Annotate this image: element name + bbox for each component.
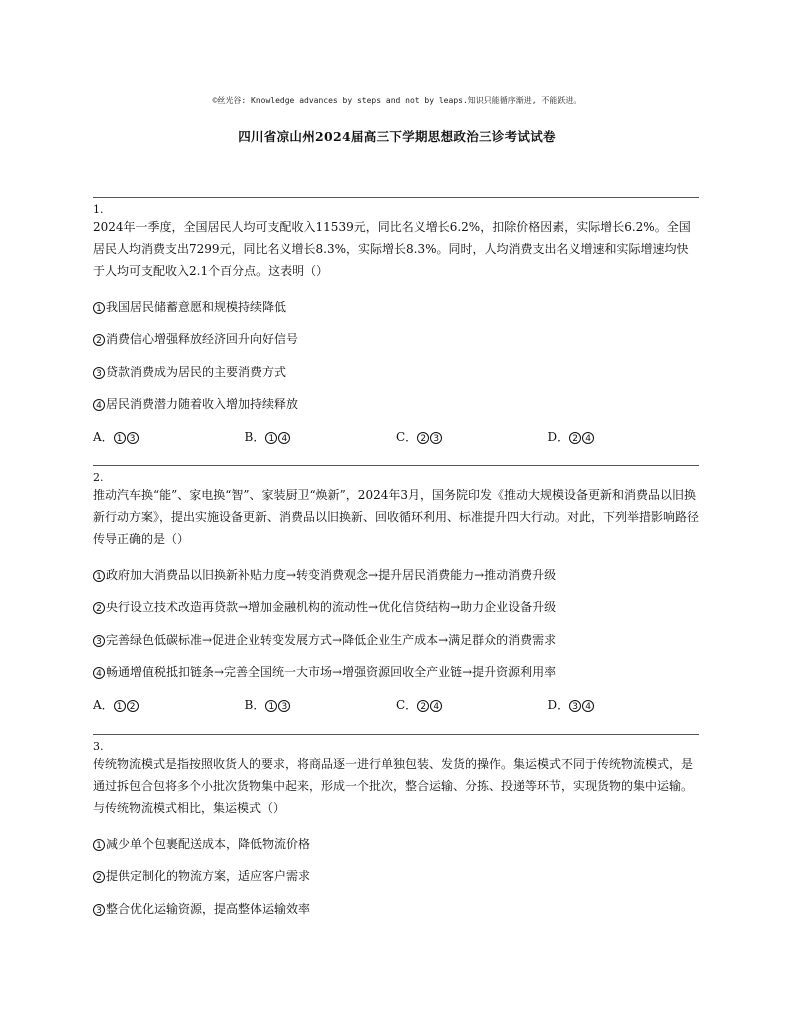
question-stem: 推动汽车换“能”、家电换“智”、家装厨卫“焕新”，2024年3月，国务院印发《推动大规模设备更新和消费品以旧换新行动方案》，提出实施设备更新、消费品以旧换新、回收循环利用、标准提升四大行动。对此，下列举措影响路径传导正确的是（） — [93, 488, 700, 546]
circled-number-icon: 3 — [93, 904, 105, 916]
option-1 — [93, 567, 699, 583]
choice-label: C． — [396, 430, 418, 444]
divider — [93, 465, 699, 466]
option-text: 提供定制化的物流方案，适应客户需求 — [106, 869, 311, 883]
circled-number-icon: 2 — [93, 334, 105, 346]
choice-label: D． — [547, 698, 570, 712]
question-1 — [93, 197, 699, 445]
circled-number-icon: 4 — [430, 700, 442, 712]
option-text: 贷款消费成为居民的主要消费方式 — [106, 364, 287, 379]
choice-label: B． — [244, 698, 266, 712]
choice-a[interactable] — [93, 429, 245, 445]
option-3 — [93, 901, 699, 917]
divider — [93, 734, 699, 735]
circled-number-icon: 4 — [582, 432, 594, 444]
circled-number-icon: 3 — [93, 635, 105, 647]
circled-number-icon: 4 — [582, 700, 594, 712]
option-3 — [93, 632, 699, 648]
circled-number-icon: 1 — [114, 432, 126, 444]
circled-number-icon: 3 — [93, 367, 105, 379]
option-2 — [93, 868, 699, 884]
divider — [93, 197, 699, 198]
circled-number-icon: 3 — [569, 700, 581, 712]
option-text: 居民消费潜力随着收入增加持续释放 — [106, 397, 299, 411]
option-4 — [93, 664, 699, 680]
choice-label: B． — [244, 430, 266, 444]
choice-a[interactable] — [93, 697, 245, 713]
circled-number-icon: 1 — [265, 432, 277, 444]
choice-label: D． — [547, 430, 570, 444]
answer-choices — [93, 697, 699, 713]
circled-number-icon: 4 — [93, 399, 105, 411]
circled-number-icon: 1 — [93, 570, 105, 582]
circled-number-icon: 4 — [93, 667, 105, 679]
option-2 — [93, 331, 699, 347]
question-3 — [93, 734, 699, 917]
question-number: 3. — [93, 740, 104, 753]
option-3 — [93, 364, 699, 380]
question-stem: 传统物流模式是指按照收货人的要求，将商品逐一进行单独包装、发货的操作。集运模式不同于传统物流模式，是通过拆包合包将多个小批次货物集中起来，形成一个批次，整合运输、分拣、投递等环节，实现货物的集中运输。与传统物流模式相比，集运模式（） — [93, 757, 694, 815]
option-text: 央行设立技术改造再贷款→增加金融机构的流动性→优化信贷结构→助力企业设备升级 — [106, 600, 557, 614]
circled-number-icon: 4 — [278, 432, 290, 444]
option-text: 我国居民储蓄意愿和规模持续降低 — [106, 299, 287, 314]
option-1 — [93, 836, 699, 852]
circled-number-icon: 1 — [93, 839, 105, 851]
choice-c[interactable] — [396, 429, 548, 445]
circled-number-icon: 3 — [127, 432, 139, 444]
option-4 — [93, 396, 699, 412]
option-text: 消费信心增强释放经济回升向好信号 — [106, 332, 299, 346]
question-2 — [93, 465, 699, 713]
circled-number-icon: 2 — [93, 871, 105, 883]
option-text: 完善绿色低碳标准→促进企业转变发展方式→降低企业生产成本→满足群众的消费需求 — [106, 632, 557, 647]
choice-label: C． — [396, 698, 418, 712]
choice-b[interactable] — [245, 697, 397, 713]
circled-number-icon: 1 — [265, 700, 277, 712]
choice-label: A． — [93, 698, 114, 712]
choice-d[interactable] — [548, 697, 700, 713]
circled-number-icon: 2 — [417, 432, 429, 444]
question-number: 1. — [93, 203, 104, 216]
question-stem: 2024年一季度，全国居民人均可支配收入11539元，同比名义增长6.2%，扣除价格因素，实际增长6.2%。全国居民人均消费支出7299元，同比名义增长8.3%，实际增长8.3%。同时，人均消费支出名义增速和实际增速均快于人均可支配收入2.1个百分点。这表明（） — [93, 220, 691, 278]
option-text: 整合优化运输资源，提高整体运输效率 — [106, 901, 311, 916]
option-text: 减少单个包裹配送成本，降低物流价格 — [106, 836, 311, 851]
choice-label: A． — [93, 430, 114, 444]
page-header-quote: ©丝光谷: Knowledge advances by steps and not by leaps.知识只能循序渐进, 不能跃进。 — [212, 96, 582, 105]
option-2 — [93, 599, 699, 615]
answer-choices — [93, 429, 699, 445]
circled-number-icon: 1 — [114, 700, 126, 712]
circled-number-icon: 3 — [278, 700, 290, 712]
circled-number-icon: 2 — [569, 432, 581, 444]
circled-number-icon: 1 — [93, 302, 105, 314]
question-number: 2. — [93, 471, 104, 484]
circled-number-icon: 2 — [127, 700, 139, 712]
circled-number-icon: 2 — [93, 602, 105, 614]
option-1 — [93, 299, 699, 315]
choice-d[interactable] — [548, 429, 700, 445]
circled-number-icon: 2 — [417, 700, 429, 712]
option-text: 畅通增值税抵扣链条→完善全国统一大市场→增强资源回收全产业链→提升资源利用率 — [106, 665, 557, 679]
option-text: 政府加大消费品以旧换新补贴力度→转变消费观念→提升居民消费能力→推动消费升级 — [106, 567, 557, 582]
choice-c[interactable] — [396, 697, 548, 713]
choice-b[interactable] — [245, 429, 397, 445]
exam-title: 四川省凉山州2024届高三下学期思想政治三诊考试试卷 — [238, 129, 556, 144]
circled-number-icon: 3 — [430, 432, 442, 444]
